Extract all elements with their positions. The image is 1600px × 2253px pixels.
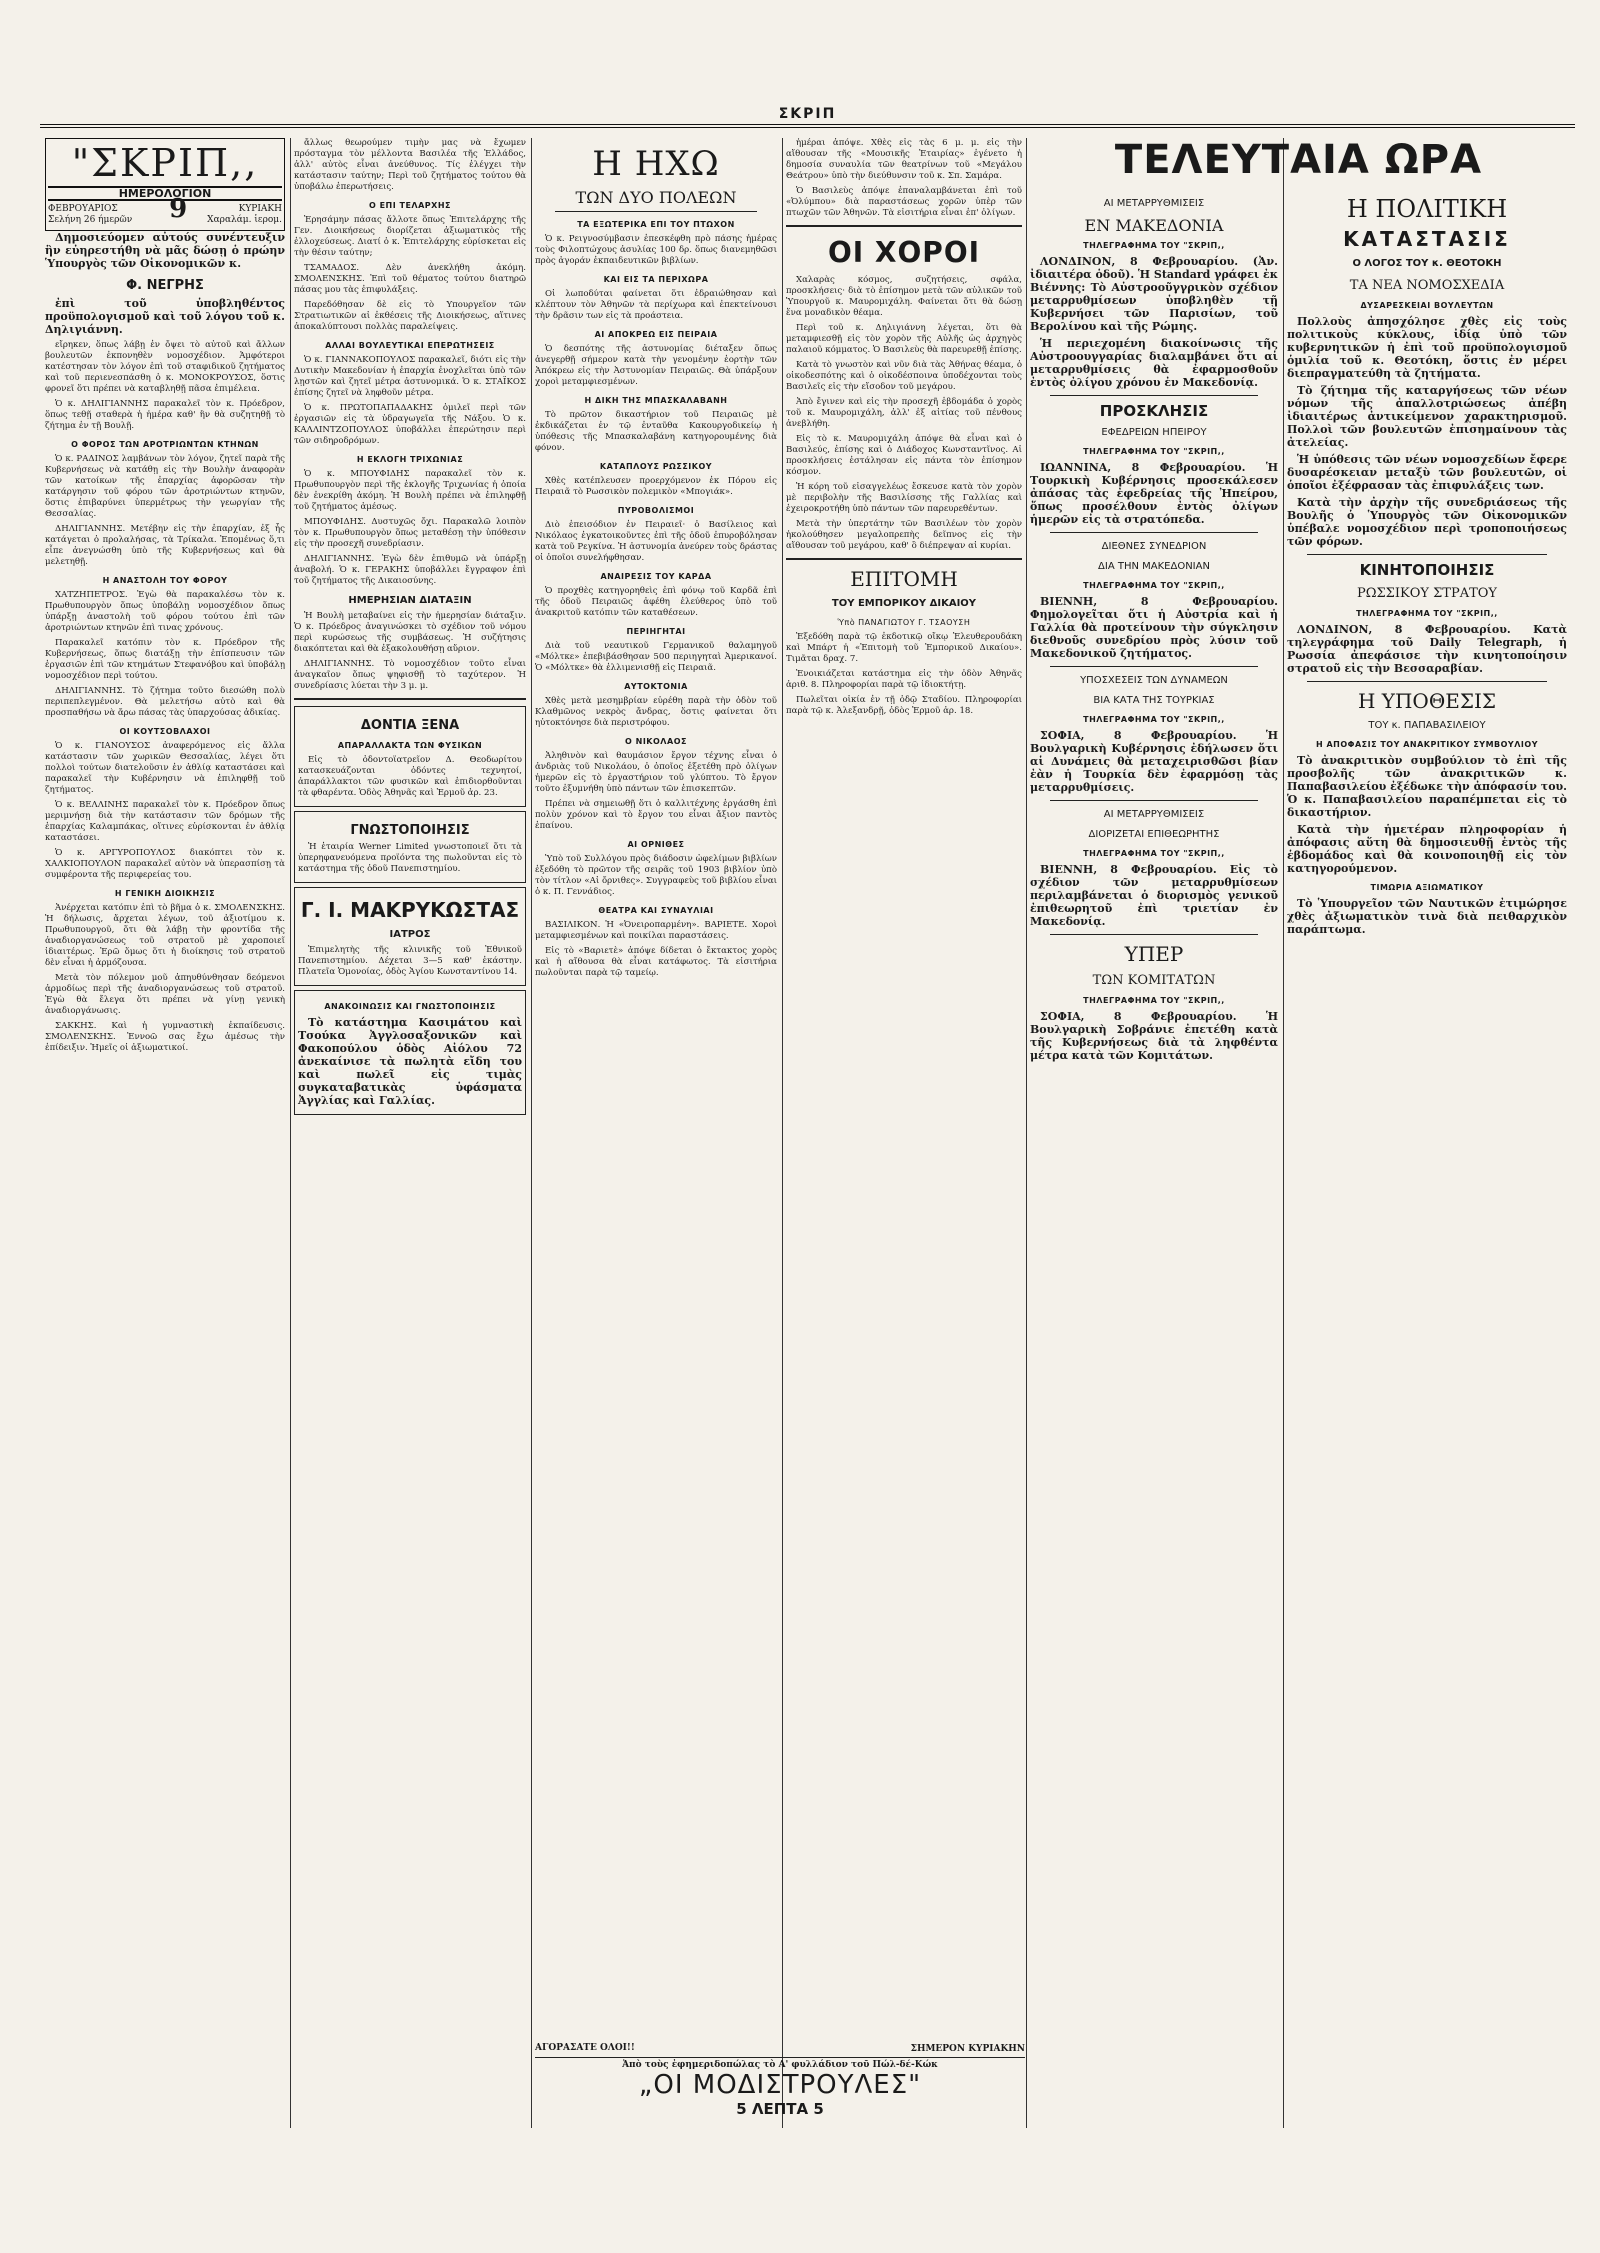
paragraph: Παρακαλεῖ κατόπιν τὸν κ. Πρόεδρον τῆς Κυβερνήσεως, ὅπως διατάξῃ τὴν ἐπίσπευσιν τῶν ἐργασιῶν ἐπὶ τῶν κτημάτων Στεφανόβου καὶ ὑποβάλῃ νομοσχέδιον περὶ τούτου. [45, 638, 285, 681]
section-heading: Ο ΝΙΚΟΛΑΟΣ [625, 737, 687, 746]
news-heading: ΔΙΑ ΤΗΝ ΜΑΚΕΔΟΝΙΑΝ [1098, 561, 1210, 572]
paragraph: Ὁ προχθὲς κατηγορηθεὶς ἐπὶ φόνῳ τοῦ Καρδᾶ ἐπὶ τῆς ὁδοῦ Πειραιῶς ἀφέθη ἐλεύθερος ὑπὸ τοῦ ἀνακριτοῦ κατόπιν τῶν καταθέσεων. [535, 586, 777, 618]
book-title: ΕΠΙΤΟΜΗ [850, 567, 958, 591]
ad-text: Τὸ κατάστημα Κασιμάτου καὶ Τσούκα Ἀγγλοσαξονικῶν καὶ Φακοπούλου ὁδὸς Αἰόλου 72 ἀνεκαίνισε τὰ πωλητὰ εἴδη του καὶ πωλεῖ εἰς τιμὰς συγκαταβατικὰς ὑφάσματα Ἀγγλίας καὶ Γαλλίας. [298, 1016, 522, 1107]
column-rule [531, 138, 532, 2128]
footer-advertisement [535, 2044, 1025, 2118]
paragraph: ἡμέραι ἀπόψε. Χθὲς εἰς τὰς 6 μ. μ. εἰς τὴν αἴθουσαν τῆς «Μουσικῆς Ἑταιρίας» ἐγένετο ἡ δημοσία συναυλία τῶν θεατρίνων τοῦ «Μεγάλου Θεάτρου» ὑπὸ τὴν διεύθυνσιν τοῦ κ. Σπ. Σαμάρα. [786, 138, 1022, 181]
day-number: 9 [169, 194, 188, 224]
advertisement [294, 990, 526, 1115]
column-rule [1283, 138, 1284, 2128]
paragraph: Ἡ περιεχομένη διακοίνωσις τῆς Αὐστροουγγαρίας διαλαμβάνει ὅτι αἱ μεταρρυθμίσεις θὰ ἐφαρμοσθοῦν ἐντὸς ὀλίγου χρόνου ἐν Μακεδονίᾳ. [1030, 337, 1278, 389]
paragraph: Ὁ κ. ΡΑΔΙΝΟΣ λαμβάνων τὸν λόγον, ζητεῖ παρὰ τῆς Κυβερνήσεως νὰ κατάθῃ εἰς τὴν Βουλὴν ἀναφορὰν τῶν κατοίκων τῆς ἐπαρχίας ἀφορῶσαν τὴν κατάργησιν τοῦ φόρου τῶν ἀροτριώντων κτηνῶν, ὅστις ἐπιβαρύνει ὑπερμέτρως τὴν γεωργίαν τῆς Θεσσαλίας. [45, 454, 285, 519]
news-heading: ΥΠΕΡ [1124, 942, 1184, 966]
column-5-body [1030, 190, 1278, 2190]
paragraph: Πολλοὺς ἀπησχόλησε χθὲς εἰς τοὺς πολιτικοὺς κύκλους, ἰδίᾳ ὑπὸ τῶν κυβερνητικῶν ἡ ἐπὶ τοῦ προϋπολογισμοῦ ὁμιλία τοῦ κ. Θεοτόκη, ὅστις ἐν μέρει διεπραγματεύθη τὰ ζητήματα. [1287, 315, 1567, 380]
news-heading: ΤΟΥ κ. ΠΑΠΑΒΑΣΙΛΕΙΟΥ [1368, 720, 1486, 731]
moon-phase: Σελήνη 26 ήμερῶν [48, 215, 133, 225]
paragraph: Χθὲς κατέπλευσεν προερχόμενον ἐκ Πόρου εἰς Πειραιᾶ τὸ Ρωσσικὸν πολεμικὸν «Μπογιάκ». [535, 476, 777, 497]
saint-of-day: Χαραλάμ. ἱερομ. [207, 215, 282, 225]
section-heading: ΚΑΙ ΕΙΣ ΤΑ ΠΕΡΙΧΩΡΑ [603, 275, 709, 284]
paragraph: ΤΣΑΜΑΔΟΣ. Δὲν ἀνεκλήθη ἀκόμη. ΣΜΟΛΕΝΣΚΗΣ. Ἐπὶ τοῦ θέματος τούτου διατηρῶ πάσας μου τὰς ἐπιφυλάξεις. [294, 263, 526, 295]
ad-heading: ΔΟΝΤΙΑ ΞΕΝΑ [360, 718, 460, 733]
paragraph: Ἐνοικιάζεται κατάστημα εἰς τὴν ὁδὸν Ἀθηνᾶς ἀριθ. 8. Πληροφορίαι παρὰ τῷ ἰδιοκτήτῃ. [786, 669, 1022, 690]
section-title: Η ΗΧΩ [592, 144, 720, 184]
section-title: ΟΙ ΧΟΡΟΙ [827, 236, 981, 269]
paragraph: Ἡ Βουλὴ μεταβαίνει εἰς τὴν ἡμερησίαν διάταξιν. Ὁ κ. Πρόεδρος ἀναγινώσκει τὸ σχέδιον τοῦ νόμου περὶ κυρώσεως τῆς συμβάσεως. Ἡ συζήτησις διακόπτεται καὶ θὰ ἐξακολουθήσῃ αὔριον. [294, 611, 526, 654]
paragraph: Ὁ κ. ΜΠΟΥΦΙΔΗΣ παρακαλεῖ τὸν κ. Πρωθυπουργὸν περὶ τῆς ἐκλογῆς Τριχωνίας ἡ ὁποία δὲν ἐνεκρίθη ἀκόμη. Ἡ Βουλὴ πρέπει νὰ ἐπιληφθῇ τοῦ ζητήματος ἀμέσως. [294, 469, 526, 512]
section-heading: Ο ΦΟΡΟΣ ΤΩΝ ΑΡΟΤΡΙΩΝΤΩΝ ΚΤΗΝΩΝ [71, 440, 259, 449]
divider [294, 698, 526, 700]
divider [555, 211, 757, 212]
section-heading: Ο ΕΠΙ ΤΕΛΑΡΧΗΣ [368, 201, 451, 210]
telegram-label: ΤΗΛΕΓΡΑΦΗΜΑ ΤΟΥ "ΣΚΡΙΠ,, [1356, 609, 1498, 618]
section-heading: Η ΕΚΛΟΓΗ ΤΡΙΧΩΝΙΑΣ [356, 455, 464, 464]
section-heading: ΠΕΡΙΗΓΗΤΑΙ [626, 627, 686, 636]
section-heading: Η ΔΙΚΗ ΤΗΣ ΜΠΑΣΚΑΛΑΒΑΝΗ [584, 396, 728, 405]
column-4 [786, 138, 1022, 2138]
ad-text: Εἰς τὸ ὀδοντοϊατρεῖον Δ. Θεοδωρίτου κατασκευάζονται ὀδόντες τεχνητοί, ἀπαράλλακτοι τῶν φυσικῶν καὶ ἐπιδιορθοῦνται τὰ φθαρέντα. Ὁδὸς Ἀθηνᾶς καὶ Ἑρμοῦ ἀρ. 23. [298, 755, 522, 798]
divider [786, 225, 1022, 227]
top-rule [40, 124, 1575, 128]
interview-intro-2: ἐπὶ τοῦ ὑποβληθέντος προϋπολογισμοῦ καὶ τοῦ λόγου τοῦ κ. Δηλιγιάννη. [45, 297, 285, 336]
divider [786, 558, 1022, 560]
book-subtitle: ΤΟΥ ΕΜΠΟΡΙΚΟΥ ΔΙΚΑΙΟΥ [831, 598, 977, 609]
divider [1050, 934, 1258, 935]
column-2 [294, 138, 526, 2138]
news-subheading: Η ΑΠΟΦΑΣΙΣ ΤΟΥ ΑΝΑΚΡΙΤΙΚΟΥ ΣΥΜΒΟΥΛΙΟΥ [1316, 740, 1538, 749]
divider [1307, 554, 1547, 555]
paragraph: Εἰς τὸ κ. Μαυρομιχάλη ἀπόψε θὰ εἶναι καὶ ὁ Βασιλεύς, ἐπίσης καὶ ὁ Διάδοχος Κωνσταντῖνος. Αἱ προσκλήσεις ἐστάλησαν εἰς πάντα τὸν ἐπίσημον κόσμον. [786, 434, 1022, 477]
paragraph: ΔΗΛΙΓΙΑΝΝΗΣ. Τὸ ζήτημα τοῦτο διεσώθη πολὺ περιπεπλεγμένον. Θὰ μελετήσω αὐτὸ καὶ θὰ προσπαθήσω νὰ ἄρω πάσας τὰς ὑπαρχούσας ἀδικίας. [45, 686, 285, 718]
paragraph: ΔΗΛΙΓΙΑΝΝΗΣ. Μετέβην εἰς τὴν ἐπαρχίαν, ἐξ ἧς κατάγεται ὁ προλαλήσας, τὰ Τρίκαλα. Ἐπομένως ὅ,τι εἶπε ἀνεγνώσθη ὑπὸ τῆς Κυβερνήσεως καὶ θὰ μελετηθῇ. [45, 524, 285, 567]
section-heading: ΑΥΤΟΚΤΟΝΙΑ [624, 682, 688, 691]
paragraph: Ἀληθινὸν καὶ θαυμάσιον ἔργον τέχνης εἶναι ὁ ἀνδριὰς τοῦ Νικολάου, ὁ ὁποῖος ἐξετέθη πρὸ ὀλίγων ἡμερῶν εἰς τὸ ἐργαστήριον τοῦ γλύπτου. Τὸ ἔργον τοῦτο ἐξυμνήθη ὑπὸ πάντων τῶν ἐπισκεπτῶν. [535, 751, 777, 794]
paragraph: Ὁ κ. ΑΡΓΥΡΟΠΟΥΛΟΣ διακόπτει τὸν κ. ΧΑΛΚΙΟΠΟΥΛΟΝ παρακαλεῖ αὐτὸν νὰ ὑπερασπίσῃ τὰ συμφέροντα τῆς περιφερείας του. [45, 848, 285, 880]
telegram-label: ΤΗΛΕΓΡΑΦΗΜΑ ΤΟΥ "ΣΚΡΙΠ,, [1083, 715, 1225, 724]
ad-subheading: ΙΑΤΡΟΣ [389, 929, 431, 940]
news-heading: Η ΠΟΛΙΤΙΚΗ [1346, 195, 1508, 223]
month: ΦΕΒΡΟΥΑΡΙΟΣ [48, 204, 118, 214]
advertisement [294, 887, 526, 986]
section-heading: ΤΙΜΩΡΙΑ ΑΞΙΩΜΑΤΙΚΟΥ [1370, 883, 1484, 892]
divider [1307, 681, 1547, 682]
paragraph: Κατὰ τὸ γνωστὸν καὶ νῦν διὰ τὰς Ἀθήνας θέαμα, ὁ οἰκοδεσπότης καὶ ὁ οἰκοδέσποινα ὑποδέχονται τοὺς Βασιλεῖς εἰς τὴν εἴσοδον τοῦ μεγάρου. [786, 360, 1022, 392]
paragraph: Ἡ ὑπόθεσις τῶν νέων νομοσχεδίων ἔφερε δυσαρέσκειαν μεταξὺ τῶν βουλευτῶν, οἱ ὁποῖοι ἐξέφρασαν τὰς ἐπιφυλάξεις των. [1287, 453, 1567, 492]
paragraph: Εἰς τὸ «Βαριετὲ» ἀπόψε δίδεται ὁ ἔκτακτος χορὸς καὶ ἡ αἴθουσα θὰ εἶναι κατάφωτος. Τὰ εἰσιτήρια πωλοῦνται παρὰ τῷ ταμείῳ. [535, 946, 777, 978]
late-news-banner: ΤΕΛΕΥΤΑΙΑ ΩΡΑ [1114, 137, 1483, 183]
section-heading: ΚΑΤΑΠΛΟΥΣ ΡΩΣΣΙΚΟΥ [599, 462, 713, 471]
news-heading: ΠΡΟΣΚΛΗΣΙΣ [1099, 402, 1209, 420]
ad-heading: ΓΝΩΣΤΟΠΟΙΗΣΙΣ [350, 823, 470, 838]
divider [1050, 395, 1258, 396]
paragraph: Τὸ ζήτημα τῆς καταργήσεως τῶν νέων νόμων τῆς ἀπαλλοτριώσεως ἀπέβη ἰδιαιτέρως ἀντικείμενον χαρακτηρισμοῦ. Πολλοὶ τῶν βουλευτῶν ἐπισημαίνουν τὰς ἀτελείας. [1287, 384, 1567, 449]
paragraph: Ὁ κ. Ρειγνοσύμβασιν ἐπεσκέφθη πρὸ πάσης ἡμέρας τοὺς Φιλοπτώχους ἀσυλίας 100 δρ. ὅπως διανεμηθῶσι πρὸς ἀγοράν ἐκπαιδευτικῶν βιβλίων. [535, 234, 777, 266]
paragraph: Διὰ τοῦ νεαυτικοῦ Γερμανικοῦ θαλαμηγοῦ «Μόλτκε» ἐπεβιβάσθησαν 500 περιηγηταὶ Ἀμερικανοί. Ὁ «Μόλτκε» θὰ ἐλλιμενισθῇ εἰς Πειραιᾶ. [535, 641, 777, 673]
footer-ad-line: Ἀπὸ τοὺς ἐφημεριδοπώλας τὸ Α' φυλλάδιον τοῦ Πώλ-δέ-Κώκ [535, 2057, 1025, 2070]
news-heading: ΕΝ ΜΑΚΕΔΟΝΙΑ [1084, 216, 1224, 235]
section-heading: ΑΛΛΑΙ ΒΟΥΛΕΥΤΙΚΑΙ ΕΠΕΡΩΤΗΣΕΙΣ [325, 341, 495, 350]
news-heading: ΤΩΝ ΚΟΜΙΤΑΤΩΝ [1092, 973, 1216, 988]
column-rule [290, 138, 291, 2128]
paragraph: ΒΙΕΝΝΗ, 8 Φεβρουαρίου. Φημολογεῖται ὅτι ἡ Αὐστρία καὶ ἡ Γαλλία θὰ προτείνουν τὴν σύγκλησιν διεθνοῦς συνεδρίου πρὸς λύσιν τοῦ Μακεδονικοῦ ζητήματος. [1030, 595, 1278, 660]
paragraph: Ὁ κ. ΓΙΑΝΟΥΣΟΣ ἀναφερόμενος εἰς ἄλλα κατάστασιν τῶν χωρικῶν Θεσσαλίας, λέγει ὅτι πολλοὶ τούτων διατελοῦσιν ἐν ἀθλίᾳ καταστάσει καὶ παρακαλεῖ τὴν Κυβέρνησιν νὰ ἐπιληφθῇ τοῦ ζητήματος. [45, 741, 285, 795]
paragraph: Ἀπὸ ἔγινεν καὶ εἰς τὴν προσεχῆ ἑβδομάδα ὁ χορὸς τοῦ κ. Μαυρομιχάλη, ἀλλ' ἐξ αἰτίας τοῦ πένθους ἀνεβλήθη. [786, 397, 1022, 429]
paragraph: Μετὰ τὴν ὑπερτάτην τῶν Βασιλέων τὸν χορὸν ἠκολούθησεν μεγαλοπρεπὴς δεῖπνος εἰς τὴν αἴθουσαν τοῦ μεγάρου, καθ' ὃ διέπρεψαν αἱ κυρίαι. [786, 519, 1022, 551]
news-heading: ΡΩΣΣΙΚΟΥ ΣΤΡΑΤΟΥ [1356, 586, 1498, 601]
interview-name: Φ. ΝΕΓΡΗΣ [126, 278, 204, 293]
paragraph: ΔΗΛΙΓΙΑΝΝΗΣ. Ἐγὼ δὲν ἐπιθυμῶ νὰ ὑπάρξῃ ἀναβολή. Ὁ κ. ΓΕΡΑΚΗΣ ὑποβάλλει ἔγγραφον ἐπὶ τοῦ ζητήματος τῆς Δικαιοσύνης. [294, 554, 526, 586]
paragraph: Διὸ ἐπεισόδιον ἐν Πειραιεῖ· ὁ Βασίλειος καὶ Νικόλαος ἐγκατοικοῦντες ἐπὶ τῆς ὁδοῦ ἐπυροβόλησαν κατὰ τοῦ Ρεγκίνα. Ἡ ἀστυνομία ἀνεύρεν τοὺς δράστας οἱ ὁποῖοι συνελήφθησαν. [535, 520, 777, 563]
section-heading: ΑΙ ΟΡΝΙΘΕΣ [627, 840, 685, 849]
telegram-label: ΤΗΛΕΓΡΑΦΗΜΑ ΤΟΥ "ΣΚΡΙΠ,, [1083, 447, 1225, 456]
news-subheading: ΤΑ ΝΕΑ ΝΟΜΟΣΧΕΔΙΑ [1349, 278, 1505, 293]
footer-ad-title: „ΟΙ ΜΟΔΙΣΤΡΟΥΛΕΣ" [638, 2070, 922, 2100]
footer-ad-price: 5 ΛΕΠΤΑ 5 [736, 2100, 824, 2118]
date-row-2 [48, 215, 282, 226]
paragraph: Ὁ κ. ΒΕΛΛΙΝΗΣ παρακαλεῖ τὸν κ. Πρόεδρον ὅπως μεριμνήσῃ διὰ τὴν κατάστασιν τῶν δρόμων τῆς ἐπαρχίας Καλαμπάκας, οἵτινες εὑρίσκονται ἐν ἀθλίᾳ καταστάσει. [45, 800, 285, 843]
calendar-heading: ΗΜΕΡΟΛΟΓΙΟΝ [48, 186, 282, 201]
paragraph: ΛΟΝΔΙΝΟΝ, 8 Φεβρουαρίου. Κατὰ τηλεγράφημα τοῦ Daily Telegraph, ἡ Ρωσσία ἀπεφάσισε τὴν κινητοποίησιν στρατοῦ εἰς τὴν Βεσσαραβίαν. [1287, 623, 1567, 675]
paragraph: Παρεδόθησαν δὲ εἰς τὸ Υπουργεῖον τῶν Στρατιωτικῶν αἱ ἐκθέσεις τῆς Διοικήσεως, αἵτινες ἀποκαλύπτουσι πολλὰς παραλείψεις. [294, 300, 526, 332]
paragraph: Τὸ ἀνακριτικὸν συμβούλιον τὸ ἐπὶ τῆς προσβολῆς τῶν ἀνακριτικῶν κ. Παπαβασιλείου ἐξέδωκε τὴν ἀπόφασίν του. Ὁ κ. Παπαβασιλείου παραπέμπεται εἰς τὸ δικαστήριον. [1287, 754, 1567, 819]
paragraph: ΙΩΑΝΝΙΝΑ, 8 Φεβρουαρίου. Ἡ Τουρκικὴ Κυβέρνησις προσεκάλεσεν ἀπάσας τὰς ἐφεδρείας τῆς Ἠπείρου, ὅπως προσέλθουν ἐντὸς ὀλίγων ἡμερῶν εἰς τὰ στρατόπεδα. [1030, 461, 1278, 526]
ad-heading: ΑΝΑΚΟΙΝΩΣΙΣ ΚΑΙ ΓΝΩΣΤΟΠΟΙΗΣΙΣ [324, 1002, 496, 1011]
section-heading: Η ΓΕΝΙΚΗ ΔΙΟΙΚΗΣΙΣ [114, 889, 216, 898]
paragraph: Κατὰ τὴν ἡμετέραν πληροφορίαν ἡ ἀπόφασις αὕτη θὰ δημοσιευθῇ ἐντὸς τῆς ἑβδομάδος καὶ θὰ κοινοποιηθῇ εἰς τὸν κατηγορούμενον. [1287, 823, 1567, 875]
column-1 [45, 138, 285, 2138]
column-3 [535, 138, 777, 2138]
news-heading: ΔΙΟΡΙΖΕΤΑΙ ΕΠΙΘΕΩΡΗΤΗΣ [1088, 829, 1220, 840]
news-heading: ΔΙΕΘΝΕΣ ΣΥΝΕΔΡΙΟΝ [1101, 541, 1207, 552]
paragraph: εἴρηκεν, ὅπως λάβῃ ἐν ὄψει τὸ αὐτοῦ καὶ ἄλλων βουλευτῶν ἐκπονηθὲν νομοσχέδιον. Ἀμφότεροι κατέστησαν τὸν λόγον ἐπὶ τοῦ σταφιδικοῦ ζητήματος καὶ τοῦ περιενεσπάσθη ὁ κ. ΜΟΝΟΚΡΟΥΣΟΣ, ὅστις φρονεῖ ὅτι πρέπει νὰ καταβληθῇ πᾶσα ἐπιμέλεια. [45, 340, 285, 394]
section-heading: Η ΑΝΑΣΤΟΛΗ ΤΟΥ ΦΟΡΟΥ [102, 576, 228, 585]
paragraph: Ὁ Βασιλεὺς ἀπόψε ἐπαναλαμβάνεται ἐπὶ τοῦ «Ὀλύμπου» διὰ παραστάσεως χορῶν ὑπὲρ τῶν πτωχῶν τῶν Ἀθηνῶν. Τὰ εἰσιτήρια εἶναι ἐπ' ὀλίγων. [786, 186, 1022, 218]
paragraph: ΛΟΝΔΙΝΟΝ, 8 Φεβρουαρίου. (Ἀν. ἰδιαιτέρα ὁδοῦ). Ἡ Standard γράφει ἐκ Βιέννης: Τὸ Αὐστροοῦγγρικὸν σχέδιον μεταρρυθμίσεων ὑποβληθὲν τῇ Κυβερνήσει τῶν Παρισίων, τοῦ Βερολίνου καὶ τῆς Ρώμης. [1030, 255, 1278, 333]
news-heading: ΥΠΟΣΧΕΣΕΙΣ ΤΩΝ ΔΥΝΑΜΕΩΝ [1080, 675, 1228, 686]
paragraph: Πρέπει νὰ σημειωθῇ ὅτι ὁ καλλιτέχνης ἐργάσθη ἐπὶ πολὺν χρόνον καὶ τὸ ἔργον του εἶναι ἄξιον παντὸς ἐπαίνου. [535, 799, 777, 831]
section-heading: ΗΜΕΡΗΣΙΑΝ ΔΙΑΤΑΞΙΝ [348, 595, 472, 606]
paragraph: Ἐρησάμην πάσας ἄλλοτε ὅπως Ἐπιτελάρχης τῆς Γεν. Διοικήσεως διορίζεται ἀξιωματικὸς τῆς ἐλλοχεύσεως. Διατί ὁ κ. Ἐπιτελάρχης εὑρίσκεται εἰς τὴν θέσιν ταύτην; [294, 215, 526, 258]
section-heading: ΑΙ ΑΠΟΚΡΕΩ ΕΙΣ ΠΕΙΡΑΙΑ [594, 330, 718, 339]
news-heading: ΕΦΕΔΡΕΙΩΝ ΗΠΕΙΡΟΥ [1101, 427, 1207, 438]
divider [1050, 666, 1258, 667]
paragraph: Ὁ κ. ΔΗΛΙΓΙΑΝΝΗΣ παρακαλεῖ τὸν κ. Πρόεδρον, ὅπως τεθῇ σταθερὰ ἡ ἡμέρα καθ' ἣν θὰ συζητηθῇ τὸ ζήτημα ἐν τῇ Βουλῇ. [45, 399, 285, 431]
news-subheading: Ο ΛΟΓΟΣ ΤΟΥ κ. ΘΕΟΤΟΚΗ [1352, 258, 1502, 269]
paragraph: Ἐξεδόθη παρὰ τῷ ἐκδοτικῷ οἴκῳ Ἐλευθερουδάκη καὶ Μπάρτ ἡ «Ἐπιτομὴ τοῦ Ἐμπορικοῦ Δικαίου». Τιμᾶται δραχ. 7. [786, 632, 1022, 664]
paragraph: ΣΟΦΙΑ, 8 Φεβρουαρίου. Ἡ Βουλγαρικὴ Σοβράνιε ἐπετέθη κατὰ τῆς Κυβερνήσεως διὰ τὰ ληφθέντα μέτρα κατὰ τῶν Κομιτάτων. [1030, 1010, 1278, 1062]
section-heading: ΟΙ ΚΟΥΤΣΟΒΛΑΧΟΙ [119, 727, 211, 736]
divider [1050, 800, 1258, 801]
paragraph: Κατὰ τὴν ἀρχὴν τῆς συνεδριάσεως τῆς Βουλῆς ὁ Ὑπουργὸς τῶν Οἰκονομικῶν ὑπέβαλε νομοσχέδιον περὶ τροποποιήσεως τῶν φόρων. [1287, 496, 1567, 548]
paragraph: ΒΙΕΝΝΗ, 8 Φεβρουαρίου. Εἰς τὸ σχέδιον τῶν μεταρρυθμίσεων περιλαμβάνεται ὁ διορισμὸς γενικοῦ ἐπιθεωρητοῦ ἐπὶ τριετίαν ἐν Μακεδονίᾳ. [1030, 863, 1278, 928]
section-heading: ΠΥΡΟΒΟΛΙΣΜΟΙ [617, 506, 695, 515]
telegram-label: ΤΗΛΕΓΡΑΦΗΜΑ ΤΟΥ "ΣΚΡΙΠ,, [1083, 581, 1225, 590]
paragraph: ΧΑΤΖΗΠΕΤΡΟΣ. Ἐγὼ θὰ παρακαλέσω τὸν κ. Πρωθυπουργὸν ὅπως ὑποβάλῃ νομοσχέδιον ὅπως ὑπάρξῃ ἀναστολὴ τοῦ φόρου τούτου ἐπὶ τῶν ἀροτριώντων κτηνῶν ἐπὶ τινας χρόνους. [45, 590, 285, 633]
weekday: ΚΥΡΙΑΚΗ [238, 204, 282, 214]
paragraph: ΒΑΣΙΛΙΚΟΝ. Ἡ «Ὀνειροπαρμένη». ΒΑΡΙΕΤΕ. Χοροὶ μεταμφιεσμένων καὶ ποικίλαι παραστάσεις. [535, 920, 777, 941]
paragraph: Ὁ κ. ΓΙΑΝΝΑΚΟΠΟΥΛΟΣ παρακαλεῖ, διότι εἰς τὴν Δυτικὴν Μακεδονίαν ἡ ἐπαρχία ἐνοχλεῖται ὑπὸ τῶν λῃστῶν καὶ ζητεῖ μέτρα ἀστυνομικά. Ὁ κ. ΣΤΑΪΚΟΣ ἐπίσης ζητεῖ νὰ ληφθοῦν μέτρα. [294, 355, 526, 398]
book-byline: Ὑπὸ ΠΑΝΑΓΙΩΤΟΥ Γ. ΤΣΑΟΥΣΗ [837, 618, 971, 627]
nameplate [45, 138, 285, 231]
ad-subheading: ΑΠΑΡΑΛΛΑΚΤΑ ΤΩΝ ΦΥΣΙΚΩΝ [337, 741, 483, 750]
divider [1050, 532, 1258, 533]
paragraph: ΣΑΚΚΗΣ. Καὶ ἡ γυμναστικὴ ἐκπαίδευσις. ΣΜΟΛΕΝΣΚΗΣ. Ἐννοῶ σας ἔχω ἀμέσως τὴν ἐπίδειξιν. Ἡμεῖς οἱ ἀξιωματικοί. [45, 1021, 285, 1053]
news-heading: ΚΑΤΑΣΤΑΣΙΣ [1343, 227, 1511, 251]
paragraph: Ὑπὸ τοῦ Συλλόγου πρὸς διάδοσιν ὠφελίμων βιβλίων ἐξεδόθη τὸ πρῶτον τῆς σειρᾶς τοῦ 1903 βιβλίον ὑπὸ τὸν τίτλον «Αἱ ὄρνιθες». Συγγραφεὺς τοῦ βιβλίου εἶναι ὁ κ. Π. Γεννάδιος. [535, 854, 777, 897]
news-heading: ΑΙ ΜΕΤΑΡΡΥΘΜΙΣΕΙΣ [1103, 198, 1205, 209]
footer-ad-line: ΑΓΟΡΑΣΑΤΕ ΟΛΟΙ!! [535, 2043, 635, 2053]
masthead: ΣΚΡΙΠ [778, 106, 837, 122]
paragraph: Χαλαρὰς κόσμος, συζητήσεις, σφάλα, προσκλήσεις· διὰ τὸ ἐπίσημον μετὰ τῶν αὐλικῶν τοῦ Ὑπουργοῦ κ. Μαυρομιχάλη. Φαίνεται ὅτι θὰ δώσῃ ἕνα μοναδικὸν θέαμα. [786, 275, 1022, 318]
section-heading: ΤΑ ΕΞΩΤΕΡΙΚΑ ΕΠΙ ΤΟΥ ΠΤΩΧΟΝ [577, 220, 735, 229]
column-rule [782, 138, 783, 2128]
paragraph: Χθὲς μετὰ μεσημβρίαν εὑρέθη παρὰ τὴν ὁδὸν τοῦ Κλαθμῶνος νεκρὸς ἄνδρας, ὅστις φαίνεται ὅτι ηὐτοκτόνησε διὰ περιστρόφου. [535, 696, 777, 728]
paragraph: ΔΗΛΙΓΙΑΝΝΗΣ. Τὸ νομοσχέδιον τοῦτο εἶναι ἀναγκαῖον ὅπως ψηφισθῇ τὸ ταχύτερον. Ἡ συνεδρίασις λύεται τὴν 3 μ. μ. [294, 659, 526, 691]
paragraph: Πωλεῖται οἰκία ἐν τῇ ὁδῷ Σταδίου. Πληροφορίαι παρὰ τῷ κ. Ἀλεξανδρῇ, ὁδὸς Ἑρμοῦ ἀρ. 18. [786, 695, 1022, 716]
paragraph: Ὁ κ. ΠΡΩΤΟΠΑΠΑΔΑΚΗΣ ὁμιλεῖ περὶ τῶν ἐργασιῶν εἰς τὰ ὑδραγωγεῖα τῆς Νάξου. Ὁ κ. ΚΑΛΛΙΝΤΖΟΠΟΥΛΟΣ ὑποβάλλει ἐπερώτησιν περὶ τῶν σιδηροδρόμων. [294, 403, 526, 446]
news-heading: ΚΙΝΗΤΟΠΟΙΗΣΙΣ [1359, 561, 1495, 579]
telegram-label: ΤΗΛΕΓΡΑΦΗΜΑ ΤΟΥ "ΣΚΡΙΠ,, [1083, 849, 1225, 858]
news-heading: ΑΙ ΜΕΤΑΡΡΥΘΜΙΣΕΙΣ [1103, 809, 1205, 820]
newspaper-title: "ΣΚΡΙΠ,, [71, 141, 259, 185]
telegram-label: ΤΗΛΕΓΡΑΦΗΜΑ ΤΟΥ "ΣΚΡΙΠ,, [1083, 241, 1225, 250]
news-heading: Η ΥΠΟΘΕΣΙΣ [1357, 689, 1497, 713]
paragraph: Ὁ δεσπότης τῆς ἀστυνομίας διέταξεν ὅπως ἀνεγερθῇ σήμερον κατὰ τὴν γενομένην ἑορτὴν τῶν Ἀπόκρεω εἰς τὴν Ἀστυνομίαν Πειραιῶς. Θὰ ὑπάρξουν χοροὶ μεταμφιεσμένων. [535, 344, 777, 387]
paragraph: ἄλλως θεωρούμεν τιμὴν μας νὰ ἔχωμεν πρόσταγμα τὸν μέλλοντα Βασιλέα τῆς Ἑλλάδος, ἀλλ' αὐτὸς εἶναι ἀνεύθυνος. Τίς ἐλέγχει τὴν κατάστασιν ταύτην; Περὶ τοῦ ζητήματος τούτου θὰ ὑποβάλω ἐπερωτήσεις. [294, 138, 526, 192]
news-heading: ΒΙΑ ΚΑΤΑ ΤΗΣ ΤΟΥΡΚΙΑΣ [1093, 695, 1215, 706]
column-rule [1026, 138, 1027, 2128]
column-6 [1287, 190, 1567, 2190]
advertisement [294, 811, 526, 883]
paragraph: Τὸ Ὑπουργεῖον τῶν Ναυτικῶν ἐτιμώρησε χθὲς ἀξιωματικὸν τινὰ διὰ πειθαρχικὸν παράπτωμα. [1287, 897, 1567, 936]
advertisement [294, 706, 526, 807]
paragraph: ΜΠΟΥΦΙΔΗΣ. Δυστυχῶς ὄχι. Παρακαλῶ λοιπὸν τὸν κ. Πρωθυπουργὸν ὅπως μεταθέσῃ τὴν ὑπόθεσιν εἰς τὴν προσεχῆ συνεδρίασιν. [294, 517, 526, 549]
paragraph: Οἱ λωποδύται φαίνεται ὅτι ἐδραιώθησαν καὶ κλέπτουν τὸν Ἀθηνῶν τὰ περίχωρα καὶ ἐπεκτείνουσι τὴν δρᾶσιν των εἰς τὰ προάστεια. [535, 289, 777, 321]
paragraph: Ἀνέρχεται κατόπιν ἐπὶ τὸ βῆμα ὁ κ. ΣΜΟΛΕΝΣΚΗΣ. Ἡ δήλωσις, ἄρχεται λέγων, τοῦ ἀξιοτίμου κ. Πρωθυπουργοῦ, ὅτι θὰ λάβῃ τὴν φροντίδα τῆς ἀναδιοργανώσεως τοῦ στρατοῦ μὲ χαροποιεῖ ἰδιαιτέρως. Ἐρῶ ὅμως ὅτι ἡ διοίκησις τοῦ στρατοῦ δὲν εἶναι ἡ ἁρμόζουσα. [45, 903, 285, 968]
paragraph: ΣΟΦΙΑ, 8 Φεβρουαρίου. Ἡ Βουλγαρικὴ Κυβέρνησις ἐδήλωσεν ὅτι αἱ Δυνάμεις θὰ μεταχειρισθῶσι βίαν ἐὰν ἡ Τουρκία δὲν ἐφαρμόσῃ τὰς μεταρρυθμίσεις. [1030, 729, 1278, 794]
section-subtitle: ΤΩΝ ΔΥΟ ΠΟΛΕΩΝ [575, 188, 737, 207]
section-heading: ΑΝΑΙΡΕΣΙΣ ΤΟΥ ΚΑΡΔΑ [600, 572, 712, 581]
interview-intro: Δημοσιεύομεν αὐτούς συνέντευξιν ἣν εὐηρεστήθη νὰ μᾶς δώσῃ ὁ πρώην Ὑπουργὸς τῶν Οἰκονομικῶν κ. [45, 231, 285, 270]
paragraph: Περὶ τοῦ κ. Δηλιγιάννη λέγεται, ὅτι θὰ μεταμφιεσθῇ εἰς τὸν χορὸν τῆς Αὐλῆς ὡς ἀρχηγὸς παλαιοῦ κόμματος. Ὁ Βασιλεὺς θὰ παρευρεθῇ ἐπίσης. [786, 323, 1022, 355]
footer-ad-line: ΣΗΜΕΡΟΝ ΚΥΡΙΑΚΗΝ [910, 2044, 1025, 2054]
ad-text: Ἐπιμελητὴς τῆς κλινικῆς τοῦ Ἐθνικοῦ Πανεπιστημίου. Δέχεται 3—5 καθ' ἑκάστην. Πλατεῖα Ὁμονοίας, ὁδὸς Ἁγίου Κωνσταντίνου 14. [298, 945, 522, 977]
ad-text: Ἡ ἑταιρία Werner Limited γνωστοποιεῖ ὅτι τὰ ὑπερηφανευόμενα προϊόντα της πωλοῦνται εἰς τὸ κατάστημα τῆς ὁδοῦ Πανεπιστημίου. [298, 842, 522, 874]
paragraph: Τὸ πρῶτον δικαστήριον τοῦ Πειραιῶς μὲ ἐκδικάζεται ἐν τῷ ἐνταῦθα Κακουργοδικείῳ ἡ ὑπόθεσις τῆς Μπασκαλαβάνη κατηγορουμένης διὰ φόνον. [535, 410, 777, 453]
news-subheading: ΔΥΣΑΡΕΣΚΕΙΑΙ ΒΟΥΛΕΥΤΩΝ [1360, 301, 1494, 310]
telegram-label: ΤΗΛΕΓΡΑΦΗΜΑ ΤΟΥ "ΣΚΡΙΠ,, [1083, 996, 1225, 1005]
paragraph: Ἡ κόρη τοῦ εἰσαγγελέως ἔσκευσε κατὰ τὸν χορὸν μὲ περιβολὴν τῆς Βασιλίσσης τῆς Γαλλίας καὶ ἐχειροκροτήθη ὑπὸ πάντων τῶν παρευρεθέντων. [786, 482, 1022, 514]
paragraph: Μετὰ τὸν πόλεμον μοῦ ἀπηυθύνθησαν δεόμενοι ἀρμοδίως περὶ τῆς ἀναδιοργανώσεως τοῦ στρατοῦ. Ἐγὼ θὰ ἔλεγα ὅτι πρέπει νὰ γίνῃ γενικὴ ἀναδιοργάνωσις. [45, 973, 285, 1016]
section-heading: ΘΕΑΤΡΑ ΚΑΙ ΣΥΝΑΥΛΙΑΙ [598, 906, 714, 915]
ad-heading: Γ. Ι. ΜΑΚΡΥΚΩΣΤΑΣ [300, 898, 520, 922]
